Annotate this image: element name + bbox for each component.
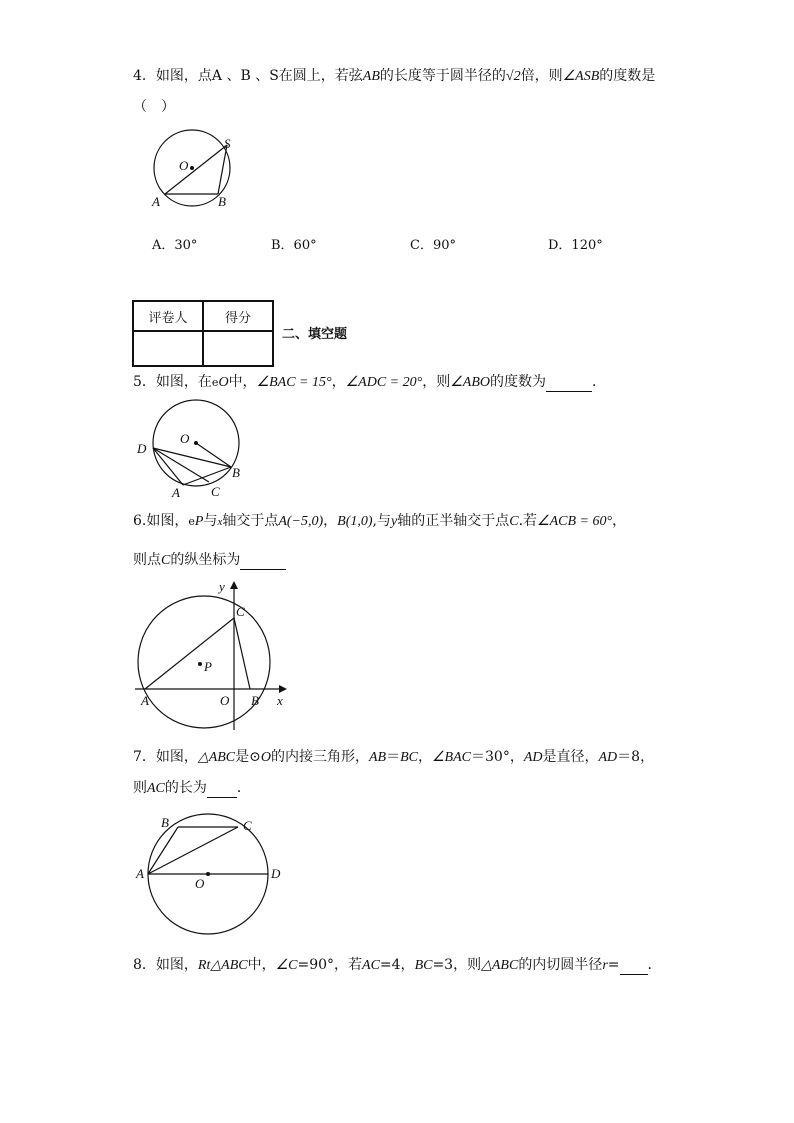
q4-circle-figure [140,128,250,213]
q4-answer-paren: （ ） [133,99,175,115]
q7-line2: 则AC的长为 ． [133,780,251,796]
q4-option-c: C．90° [410,238,456,253]
q5-label-a: A [172,485,180,500]
q5-line1: 5．如图，在eO中，∠BAC = 15°，∠ADC = 20°，则∠ABO的度数为 ． [133,374,606,390]
q7-circle-figure [132,812,292,937]
q6-label-b: B [251,693,259,708]
q5-label-c: C [211,484,220,499]
section-title: 二、填空题 [282,327,348,342]
q4-option-a: A．30° [152,238,198,253]
score-table-header-grader: 评卷人 [133,301,203,331]
score-table-header-score: 得分 [203,301,273,331]
q6-label-x: x [277,693,283,708]
q6-coordinate-figure [132,578,297,733]
q4-option-d: D．120° [548,238,603,253]
q6-label-a: A [141,693,149,708]
q6-label-y: y [219,579,225,594]
q6-line1: 6.如图，eP与x轴交于点A(−5,0)，B(1,0),与y轴的正半轴交于点C.若∠ACB = 60°， [133,513,627,529]
q7-label-a: A [136,866,144,881]
q6-line2: 则点C的纵坐标为 [133,551,286,570]
q8-line1: 8．如图，Rt△ABC中，∠C=90°，若AC=4，BC=3，则△ABC的内切圆半径r= ． [133,957,662,973]
q6-label-p: P [204,659,212,674]
q4-label-s: S [224,136,231,151]
score-table [132,300,274,367]
q4-option-b: B．60° [271,238,317,253]
q5-label-o: O [180,431,190,446]
q7-label-d: D [271,866,281,881]
score-table-grader-cell [133,331,203,366]
q7-line1: 7．如图，△ABC是⊙O的内接三角形，AB＝BC，∠BAC＝30°，AD是直径，AD＝8， [133,749,655,765]
q5-label-b: B [232,465,240,480]
q7-label-o: O [195,876,205,891]
q7-label-c: C [243,818,252,833]
q4-label-a: A [152,194,160,209]
q4-label-b: B [218,194,226,209]
q4-label-o: O [179,158,189,173]
q6-label-c: C [236,604,245,619]
q6-label-o: O [220,693,230,708]
score-table-score-cell [203,331,273,366]
q4-line1: 4．如图，点A 、B 、S在圆上，若弦AB的长度等于圆半径的√2倍，则∠ASB的度数是 [133,68,656,84]
q5-label-d: D [137,441,147,456]
q7-label-b: B [161,815,169,830]
q5-circle-figure [132,398,247,502]
